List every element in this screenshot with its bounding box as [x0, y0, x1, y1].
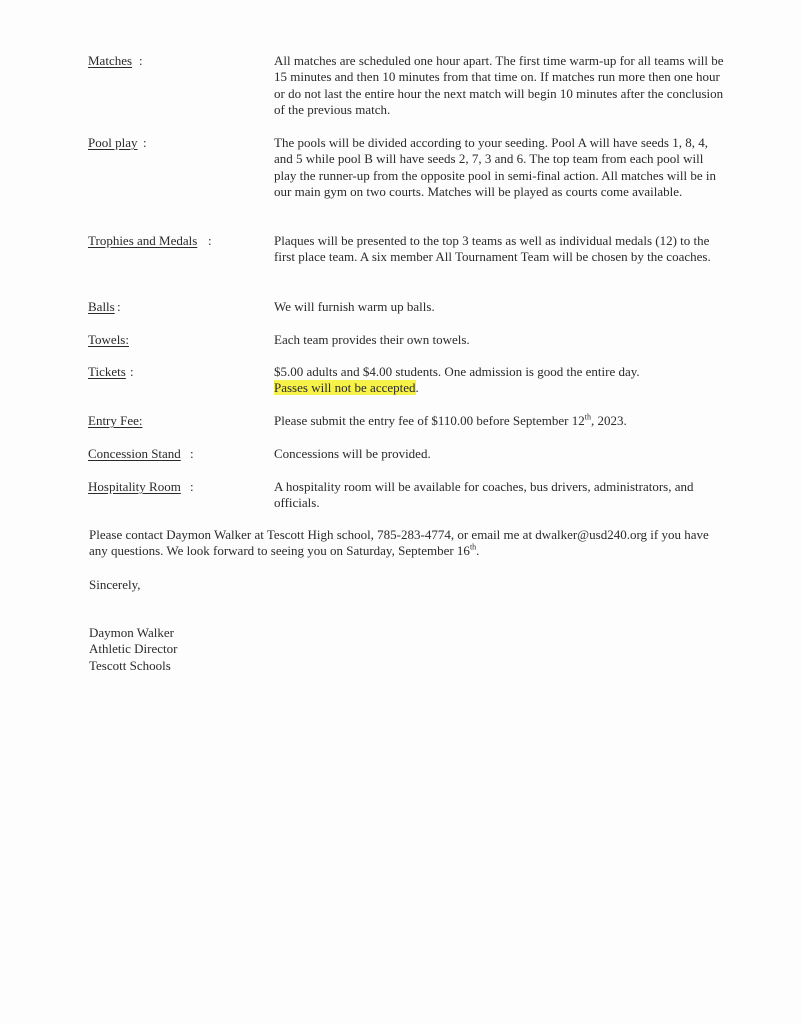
signer-title: Athletic Director — [89, 641, 178, 657]
section-text: A hospitality room will be available for coaches, bus drivers, administrators, and officials. — [274, 479, 694, 511]
section-text: All matches are scheduled one hour apart. The first time warm-up for all teams will be 15 minutes and then 10 minutes from that time on. If matches run more then one hour or do not last the entire hour the next match will begin 10 minutes after the conclusion of the previous match. — [274, 53, 724, 117]
tickets-text: $5.00 adults and $4.00 students. One admission is good the entire day. — [274, 364, 640, 379]
section-label: Hospitality Room — [88, 479, 181, 494]
label-colon: : — [143, 135, 147, 150]
closing: Sincerely, — [89, 577, 141, 592]
entry-fee-text: Please submit the entry fee of $110.00 before September 12 — [274, 413, 585, 428]
passes-notice-highlight: Passes will not be accepted — [274, 380, 416, 396]
section-text — [274, 413, 728, 429]
contact-period: . — [476, 543, 480, 559]
label-colon: : — [130, 364, 134, 379]
ordinal-suffix: th — [584, 412, 591, 422]
section-text: The pools will be divided according to your seeding. Pool A will have seeds 1, 8, 4, and 5 while pool B will have seeds 2, 7, 3 and 6. The top team from each pool will play the runner-up from the opposite pool in semi-final action. All matches will be in our main gym on two courts. Matches will be played as courts come available. — [274, 135, 716, 199]
section-label: Concession Stand — [88, 446, 181, 461]
entry-fee-year: , 2023. — [590, 413, 627, 428]
signer-name: Daymon Walker — [89, 625, 174, 640]
section-text — [274, 364, 728, 397]
ordinal-suffix: th — [469, 542, 477, 552]
label-colon: : — [208, 233, 212, 248]
section-label: Matches — [88, 53, 133, 68]
period: . — [415, 380, 419, 396]
section-label: Towels: — [88, 332, 129, 347]
signature-block — [89, 625, 729, 674]
section-label: Balls — [88, 299, 115, 314]
label-colon: : — [190, 479, 194, 494]
label-colon: : — [190, 446, 194, 461]
section-text: Concessions will be provided. — [274, 446, 431, 461]
label-colon: : — [117, 299, 121, 314]
section-label: Trophies and Medals — [88, 233, 198, 248]
section-label: Entry Fee: — [88, 413, 143, 428]
section-text: Each team provides their own towels. — [274, 332, 470, 347]
contact-paragraph — [89, 527, 714, 560]
contact-text: Please contact Daymon Walker at Tescott High school, 785-283-4774, or email me at dwalker@usd240.org if you have any questions. We look forward to seeing you on Saturday, September 16 — [89, 527, 709, 559]
section-label: Tickets — [88, 364, 126, 379]
label-colon: : — [139, 53, 143, 68]
section-text: Plaques will be presented to the top 3 teams as well as individual medals (12) to the first place team. A six member All Tournament Team will be chosen by the coaches. — [274, 233, 711, 265]
section-label: Pool play — [88, 135, 138, 150]
signer-organization: Tescott Schools — [89, 657, 171, 673]
section-text: We will furnish warm up balls. — [274, 299, 435, 314]
